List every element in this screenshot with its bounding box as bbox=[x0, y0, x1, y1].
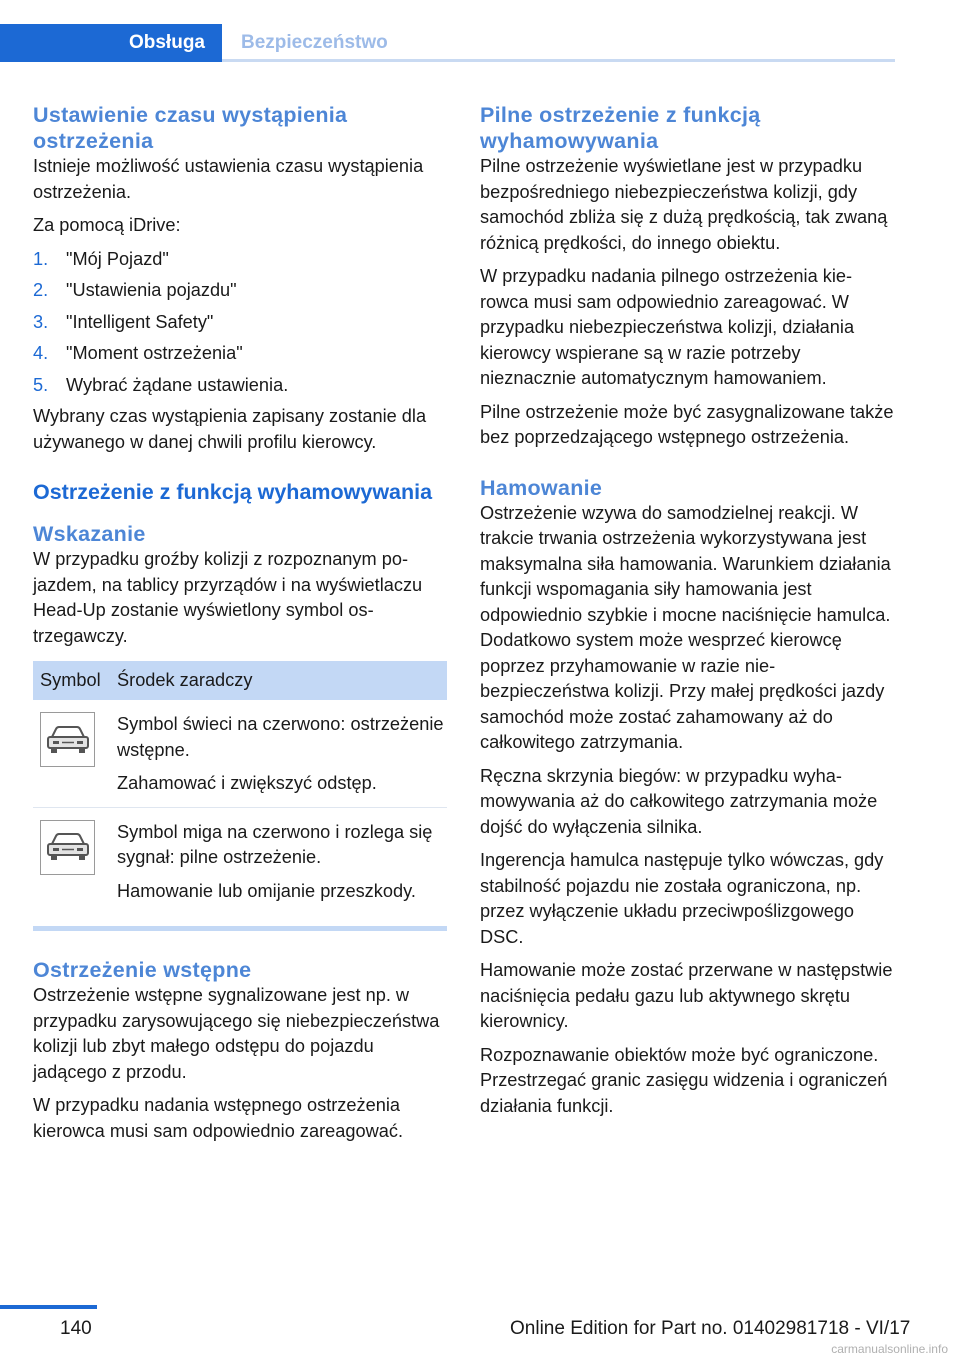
table-cell-text: Zahamować i zwiększyć odstęp. bbox=[117, 773, 377, 793]
list-item bbox=[33, 278, 451, 304]
list-number: 3. bbox=[33, 311, 49, 332]
page-number: 140 bbox=[60, 1318, 92, 1339]
footer-rule bbox=[0, 1305, 97, 1309]
list-number: 4. bbox=[33, 343, 49, 363]
section-title-pre-warning: Ostrzeżenie wstępne bbox=[33, 958, 252, 982]
list-item-text: Wybrać żądane ustawienia. bbox=[66, 374, 289, 395]
list-number: 1. bbox=[33, 248, 49, 269]
list-item bbox=[33, 373, 451, 399]
section-title-warning-time: Ustawienie czasu wystąpienia ostrzeżenia bbox=[33, 103, 348, 153]
tab-obsluga[interactable]: Obsługa bbox=[0, 24, 222, 62]
paragraph: W przypadku nadania wstępnego ostrzeżenia kierowca musi sam odpowiednio zareagować. bbox=[33, 1095, 403, 1141]
list-item bbox=[33, 310, 451, 336]
table-cell-text: Symbol świeci na czerwono: ostrzeżenie wstępne. bbox=[117, 714, 444, 760]
section-title-braking: Hamowanie bbox=[480, 475, 603, 500]
paragraph: Pilne ostrzeżenie może być zasygnalizowane także bez poprzedzającego wstępnego ostrzeżenia. bbox=[480, 401, 894, 447]
idrive-steps-list bbox=[33, 247, 451, 399]
column-header-symbol: Symbol bbox=[40, 670, 101, 690]
table-row bbox=[33, 700, 447, 808]
car-warning-icon bbox=[40, 712, 95, 767]
list-item bbox=[33, 341, 451, 367]
list-item-text: "Intelligent Safety" bbox=[66, 311, 214, 332]
paragraph: Ręczna skrzynia biegów: w przypadku wyhamowywania aż do całkowitego zatrzymania może dojść do wyłączenia silnika. bbox=[480, 765, 878, 837]
paragraph: Ostrzeżenie wzywa do samodzielnej reakcji. W trakcie trwania ostrzeżenia wykorzystywana jest maksymalna siła hamowania. Warunkiem działania funkcji wspomagania siły hamowania jest odpowiednio szybkie i mocne naciśnięcie hamulca. Dodatkowo system może wesprzeć kierowcę poprzez przyhamowanie w razie niebezpieczeństwa kolizji. Przy małej prędkości jazdy samochód może zostać zahamowany aż do całkowitego zatrzymania. bbox=[480, 502, 891, 752]
column-header-action: Środek zaradczy bbox=[117, 670, 253, 690]
list-item-text: "Mój Pojazd" bbox=[66, 248, 169, 269]
paragraph: Ostrzeżenie wstępne sygnalizowane jest np. w przypadku zarysowującego się niebezpieczeństwa kolizji lub zbyt małego odstępu do pojazdu jadącego z przodu. bbox=[33, 985, 440, 1082]
paragraph: W przypadku nadania pilnego ostrzeżenia kierowca musi sam odpowiednio zareagować. W przypadku niebezpieczeństwa kolizji, działania kierowcy wspierane są w razie potrzeby nieznacznie automatycznym hamowaniem. bbox=[480, 266, 855, 388]
watermark: carmanualsonline.info bbox=[831, 1342, 948, 1356]
table-header bbox=[33, 661, 447, 700]
left-column bbox=[33, 102, 451, 1152]
section-title-indication: Wskazanie bbox=[33, 522, 146, 546]
list-item-text: "Ustawienia pojazdu" bbox=[66, 280, 237, 300]
paragraph: Za pomocą iDrive: bbox=[33, 215, 181, 235]
paragraph: Hamowanie może zostać przerwane w następstwie naciśnięcia pedału gazu lub aktywnego skrętu kierownicy. bbox=[480, 960, 893, 1031]
list-item bbox=[33, 247, 451, 273]
paragraph: Ingerencja hamulca następuje tylko wówczas, gdy stabilność pojazdu nie została ograniczona, np. przez wyłączenie układu przeciwpoślizgowego DSC. bbox=[480, 850, 884, 947]
right-column bbox=[480, 102, 894, 1127]
section-title-urgent-warning: Pilne ostrzeżenie z funkcją wyhamowywania bbox=[480, 103, 761, 153]
paragraph: Wybrany czas wystąpienia zapisany zostanie dla używanego w danej chwili profilu kierowcy. bbox=[33, 406, 427, 452]
edition-text: Online Edition for Part no. 01402981718 - VI/17 bbox=[510, 1318, 911, 1339]
paragraph: W przypadku groźby kolizji z rozpoznanym pojazdem, na tablicy przyrządów i na wyświetlaczu Head-Up zostanie wyświetlony symbol ostrzegawczy. bbox=[33, 549, 423, 646]
tab-bezpieczenstwo[interactable]: Bezpieczeństwo bbox=[241, 32, 388, 53]
paragraph: Rozpoznawanie obiektów może być ograniczone. Przestrzegać granic zasięgu widzenia i ograniczeń działania funkcji. bbox=[480, 1044, 888, 1116]
paragraph: Pilne ostrzeżenie wyświetlane jest w przypadku bezpośredniego niebezpieczeństwa kolizji, gdy samochód zbliża się z dużą prędkością, tak zwaną różnicą prędkości, do innego obiektu. bbox=[480, 156, 888, 253]
paragraph: Istnieje możliwość ustawienia czasu wystąpienia ostrzeżenia. bbox=[33, 156, 424, 202]
list-number: 2. bbox=[33, 280, 49, 300]
tab-underline bbox=[222, 59, 895, 62]
table-cell-text: Hamowanie lub omijanie przeszkody. bbox=[117, 880, 416, 901]
symbol-table bbox=[33, 661, 447, 931]
header-tabs bbox=[0, 24, 895, 62]
list-item-text: "Moment ostrzeżenia" bbox=[66, 343, 243, 363]
list-number: 5. bbox=[33, 374, 49, 395]
table-cell-text: Symbol miga na czerwono i rozlega się sygnał: pilne ostrzeżenie. bbox=[117, 821, 433, 867]
car-warning-icon bbox=[40, 820, 95, 875]
table-row bbox=[33, 808, 447, 915]
section-title-braking-warning: Ostrzeżenie z funkcją wyhamowywania bbox=[33, 480, 433, 504]
